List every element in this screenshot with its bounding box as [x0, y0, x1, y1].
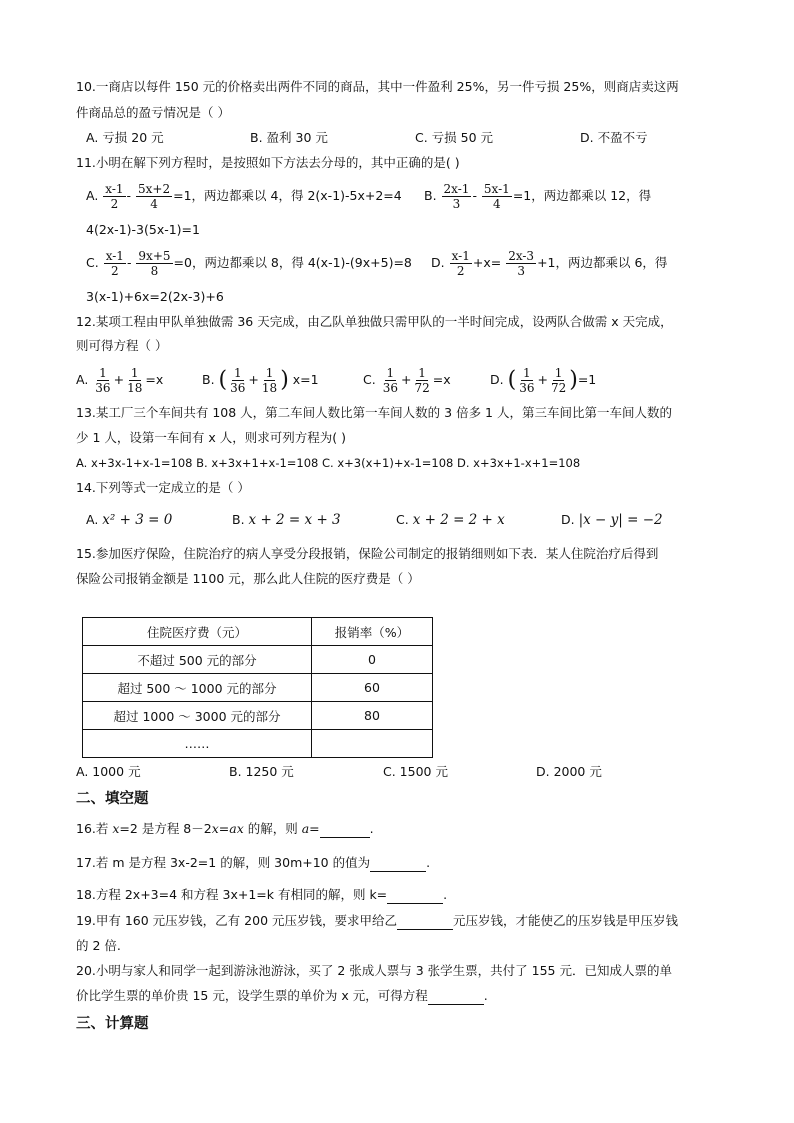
table-cell: ……	[83, 730, 312, 758]
q11-d-rest: +1，两边都乘以 6，得	[537, 255, 668, 270]
q11-c-label: C.	[86, 255, 99, 270]
q10-line2: 件商品总的盈亏情况是（ ）	[76, 105, 230, 120]
q12-c-label: C.	[363, 372, 376, 387]
answer-blank[interactable]	[397, 915, 453, 930]
q12-a-fraction-1: $\frac{1}{36}$	[95, 366, 111, 395]
q10-line1: 10.一商店以每件 150 元的价格卖出两件不同的商品，其中一件盈利 25%，另一件亏损 25%，则商店卖这两	[76, 79, 679, 94]
q18: 18.方程 2x+3=4 和方程 3x+1=k 有相同的解，则 k= .	[76, 887, 448, 902]
q13-line2: 少 1 人，设第一车间有 x 人，则求可列方程为( )	[76, 430, 346, 445]
answer-blank[interactable]	[320, 823, 370, 838]
table-cell: 0	[312, 646, 433, 674]
q11-option-d	[431, 245, 667, 281]
table-row	[83, 674, 433, 702]
q14-option-d	[561, 511, 663, 529]
q15-option-d: D. 2000 元	[536, 764, 602, 779]
q14-option-b	[232, 511, 341, 529]
q12-d-rest: =1	[577, 372, 597, 387]
q10-option-a: A. 亏损 20 元	[86, 130, 164, 145]
q12-d-fraction-2: $\frac{1}{72}$	[550, 366, 567, 395]
table-cell: 80	[312, 702, 433, 730]
q11-d-continuation: 3(x-1)+6x=2(2x-3)+6	[86, 289, 224, 304]
q11-option-c: C. $\frac{x-1}{2}$ - $\frac{9x+5}{8}$ =0，两边都乘以 8，得 4(x-1)-(9x+5)=8	[86, 249, 412, 278]
q11-c-fraction-1: $\frac{x-1}{2}$	[105, 249, 124, 278]
table-row	[83, 646, 433, 674]
q11-d-label: D.	[431, 255, 445, 270]
q20-line1: 20.小明与家人和同学一起到游泳池游泳，买了 2 张成人票与 3 张学生票，共付了 155 元．已知成人票的单	[76, 963, 672, 978]
q14-c-expr: x + 2 = 2 + x	[412, 512, 505, 528]
q13-line1: 13.某工厂三个车间共有 108 人，第二车间人数比第一车间人数的 3 倍多 1 人，第三车间比第一车间人数的	[76, 405, 672, 420]
q15-option-c: C. 1500 元	[383, 764, 448, 779]
q12-b-rest: x=1	[292, 372, 319, 387]
q12-c-fraction-1: $\frac{1}{36}$	[382, 366, 398, 395]
q15-option-a: A. 1000 元	[76, 764, 141, 779]
q11-d-mid: +x=	[472, 255, 502, 270]
table-cell: 超过 500 ～ 1000 元的部分	[83, 674, 312, 702]
q14-b-expr: x + 2 = x + 3	[248, 512, 341, 528]
q12-d-label: D.	[490, 372, 504, 387]
section-heading-fill-in: 二、填空题	[76, 791, 149, 807]
q17: 17.若 m 是方程 3x-2=1 的解，则 30m+10 的值为 .	[76, 855, 431, 870]
q14-d-expr: |x − y| = −2	[578, 512, 663, 528]
q14-option-c	[396, 511, 505, 529]
q14-b-label: B.	[232, 512, 245, 527]
q11-b-fraction-1: $\frac{2x-1}{3}$	[443, 182, 470, 211]
q12-c-fraction-2: $\frac{1}{72}$	[414, 366, 430, 395]
q11-stem: 11.小明在解下列方程时，是按照如下方法去分母的，其中正确的是( )	[76, 155, 460, 170]
q11-b-label: B.	[424, 188, 437, 203]
q19-line2: 的 2 倍.	[76, 938, 121, 953]
q11-b-fraction-2: $\frac{5x-1}{4}$	[483, 182, 510, 211]
q10-option-b: B. 盈利 30 元	[250, 130, 328, 145]
q11-a-fraction-2: $\frac{5x+2}{4}$	[138, 182, 171, 211]
table-row	[83, 730, 433, 758]
q12-line2: 则可得方程（ ）	[76, 338, 168, 353]
q12-c-rest: =x	[432, 372, 451, 387]
table-cell: 不超过 500 元的部分	[83, 646, 312, 674]
q15-line2: 保险公司报销金额是 1100 元，那么此人住院的医疗费是（ ）	[76, 571, 420, 586]
q10-option-d: D. 不盈不亏	[580, 130, 648, 145]
q11-a-rest: =1，两边都乘以 4，得 2(x-1)-5x+2=4	[173, 188, 402, 203]
table-row	[83, 702, 433, 730]
q11-b-rest: =1，两边都乘以 12，得	[512, 188, 652, 203]
answer-blank[interactable]	[387, 889, 443, 904]
q16: 16.若 x=2 是方程 8－2x=ax 的解，则 a= .	[76, 821, 374, 836]
q14-a-label: A.	[86, 512, 99, 527]
q11-option-a: A. $\frac{x-1}{2}$ - $\frac{5x+2}{4}$ =1，两边都乘以 4，得 2(x-1)-5x+2=4	[86, 182, 402, 211]
q12-a-fraction-2: $\frac{1}{18}$	[127, 366, 143, 395]
q12-option-d: D. ( $\frac{1}{36}$ + $\frac{1}{72}$ )=1	[490, 366, 597, 395]
q14-c-label: C.	[396, 512, 409, 527]
q11-d-fraction-2: $\frac{2x-3}{3}$	[508, 249, 535, 278]
q15-option-b: B. 1250 元	[229, 764, 294, 779]
q12-option-b: B. ( $\frac{1}{36}$ + $\frac{1}{18}$ ) x=1	[202, 366, 319, 395]
q20-line2: 价比学生票的单价贵 15 元，设学生票的单价为 x 元，可得方程 .	[76, 988, 488, 1003]
q12-d-fraction-1: $\frac{1}{36}$	[519, 366, 535, 395]
table-header-row	[83, 618, 433, 646]
q11-option-b: B. $\frac{2x-1}{3}$ - $\frac{5x-1}{4}$ =1，两边都乘以 12，得	[424, 182, 652, 211]
q19-line1: 19.甲有 160 元压岁钱，乙有 200 元压岁钱，要求甲给乙 元压岁钱，才能使乙的压岁钱是甲压岁钱	[76, 913, 679, 928]
table-cell: 超过 1000 ～ 3000 元的部分	[83, 702, 312, 730]
q14-a-expr: x² + 3 = 0	[102, 512, 173, 528]
q12-a-rest: =x	[145, 372, 164, 387]
q11-c-rest: =0，两边都乘以 8，得 4(x-1)-(9x+5)=8	[173, 255, 412, 270]
table-header-cell: 报销率（%）	[312, 618, 433, 646]
q12-option-c: C. $\frac{1}{36}$ + $\frac{1}{72}$ =x	[363, 366, 451, 395]
q14-stem: 14.下列等式一定成立的是（ ）	[76, 480, 250, 495]
table-cell: 60	[312, 674, 433, 702]
q12-b-fraction-1: $\frac{1}{36}$	[230, 366, 246, 395]
q11-a-label: A.	[86, 188, 99, 203]
q11-c-fraction-2: $\frac{9x+5}{8}$	[138, 249, 171, 278]
q12-a-label: A.	[76, 372, 89, 387]
q12-b-fraction-2: $\frac{1}{18}$	[261, 366, 278, 395]
answer-blank[interactable]	[370, 857, 426, 872]
answer-blank[interactable]	[428, 990, 484, 1005]
section-heading-calculation: 三、计算题	[76, 1016, 149, 1032]
table-cell	[312, 730, 433, 758]
q14-d-label: D.	[561, 512, 575, 527]
q11-b-continuation: 4(2x-1)-3(5x-1)=1	[86, 222, 200, 237]
table-header-cell: 住院医疗费（元）	[83, 618, 312, 646]
q14-option-a	[86, 511, 172, 529]
reimbursement-table	[82, 617, 433, 758]
q13-options: A. x+3x-1+x-1=108 B. x+3x+1+x-1=108 C. x+3(x+1)+x-1=108 D. x+3x+1-x+1=108	[76, 456, 581, 470]
q11-a-fraction-1: $\frac{x-1}{2}$	[105, 182, 124, 211]
q12-option-a: A. $\frac{1}{36}$ + $\frac{1}{18}$ =x	[76, 366, 164, 395]
q10-option-c: C. 亏损 50 元	[415, 130, 494, 145]
q15-line1: 15.参加医疗保险，住院治疗的病人享受分段报销，保险公司制定的报销细则如下表．某人住院治疗后得到	[76, 546, 659, 561]
q12-line1: 12.某项工程由甲队单独做需 36 天完成，由乙队单独做只需甲队的一半时间完成，设两队合做需 x 天完成，	[76, 314, 673, 329]
q12-b-label: B.	[202, 372, 215, 387]
q11-d-fraction-1: $\frac{x-1}{2}$	[451, 249, 470, 278]
